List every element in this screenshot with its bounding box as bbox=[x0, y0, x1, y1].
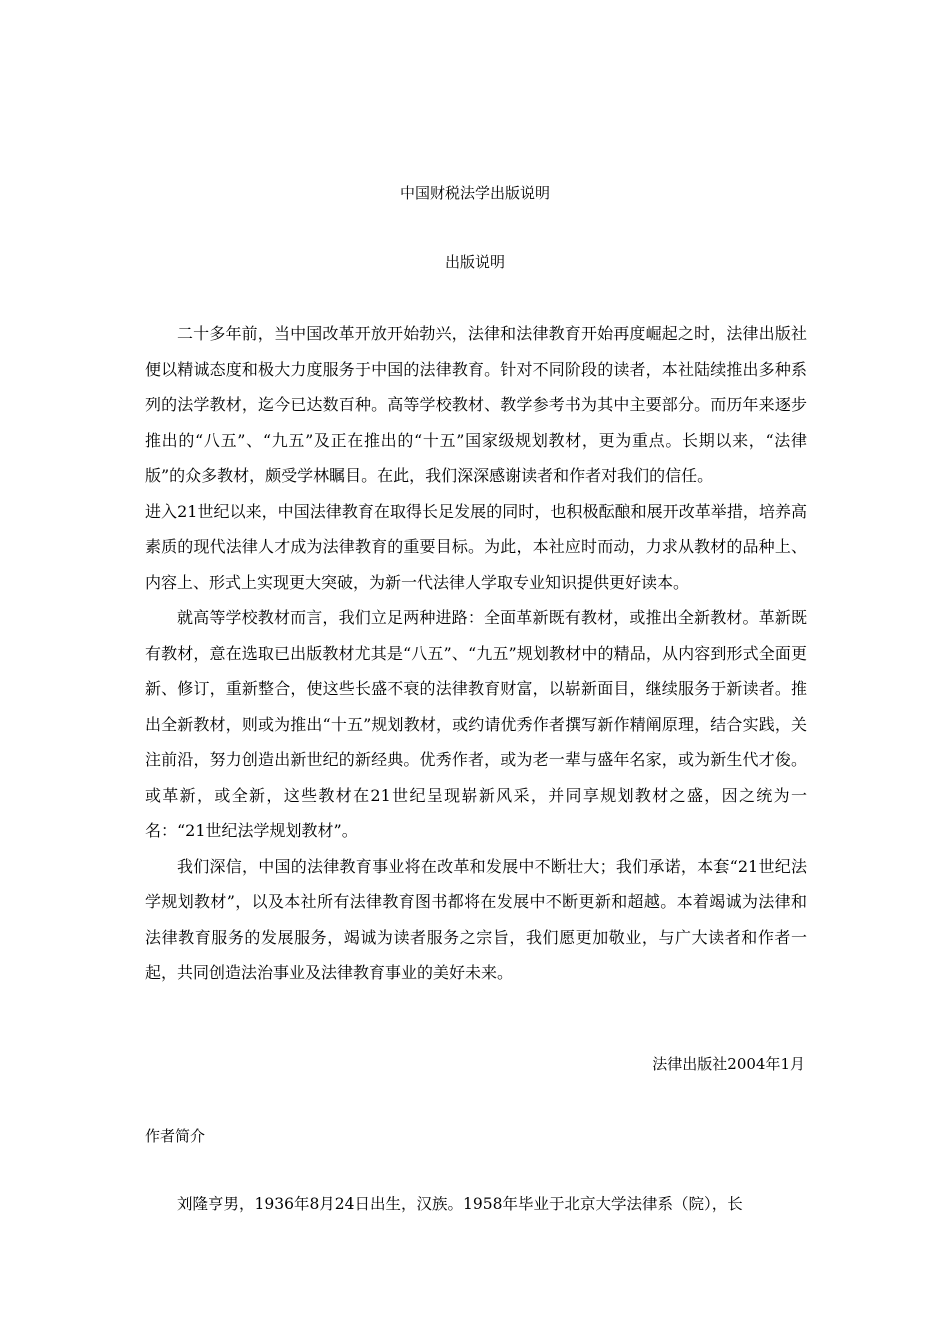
document-title: 中国财税法学出版说明 bbox=[399, 184, 550, 202]
section-title: 出版说明 bbox=[444, 253, 505, 271]
paragraph-3: 就高等学校教材而言，我们立足两种进路：全面革新既有教材，或推出全新教材。革新既有教材，意在选取已出版教材尤其是“八五”、“九五”规划教材中的精品，从内容到形式全面更新、修订，重新整合，使这些长盛不衰的法律教育财富，以崭新面目，继续服务于新读者。推出全新教材，则或为推出“十五”规划教材，或约请优秀作者撰写新作精阐原理，结合实践，关注前沿，努力创造出新世纪的新经典。优秀作者，或为老一辈与盛年名家，或为新生代才俊。或革新，或全新，这些教材在21世纪呈现崭新风采，并同享规划教材之盛，因之统为一名：“21世纪法学规划教材”。 bbox=[145, 608, 807, 840]
publisher-signature: 法律出版社2004年1月 bbox=[652, 1055, 805, 1073]
author-intro: 刘隆亨男，1936年8月24日出生，汉族。1958年毕业于北京大学法律系（院），长 bbox=[177, 1195, 743, 1213]
paragraph-4: 我们深信，中国的法律教育事业将在改革和发展中不断壮大；我们承诺，本套“21世纪法学规划教材”，以及本社所有法律教育图书都将在发展中不断更新和超越。本着竭诚为法律和法律教育服务的发展服务，竭诚为读者服务之宗旨，我们愿更加敬业，与广大读者和作者一起，共同创造法治事业及法律教育事业的美好未来。 bbox=[145, 856, 807, 982]
body-text bbox=[145, 316, 807, 991]
author-heading: 作者简介 bbox=[145, 1127, 206, 1145]
paragraph-1: 二十多年前，当中国改革开放开始勃兴，法律和法律教育开始再度崛起之时，法律出版社便以精诚态度和极大力度服务于中国的法律教育。针对不同阶段的读者，本社陆续推出多种系列的法学教材，迄今已达数百种。高等学校教材、教学参考书为其中主要部分。而历年来逐步推出的“八五”、“九五”及正在推出的“十五”国家级规划教材，更为重点。长期以来，“法律版”的众多教材，颇受学林瞩目。在此，我们深深感谢读者和作者对我们的信任。 bbox=[145, 324, 807, 485]
paragraph-2: 进入21世纪以来，中国法律教育在取得长足发展的同时，也积极酝酿和展开改革举措，培养高素质的现代法律人才成为法律教育的重要目标。为此，本社应时而动，力求从教材的品种上、内容上、形式上实现更大突破，为新一代法律人学取专业知识提供更好读本。 bbox=[145, 501, 807, 592]
